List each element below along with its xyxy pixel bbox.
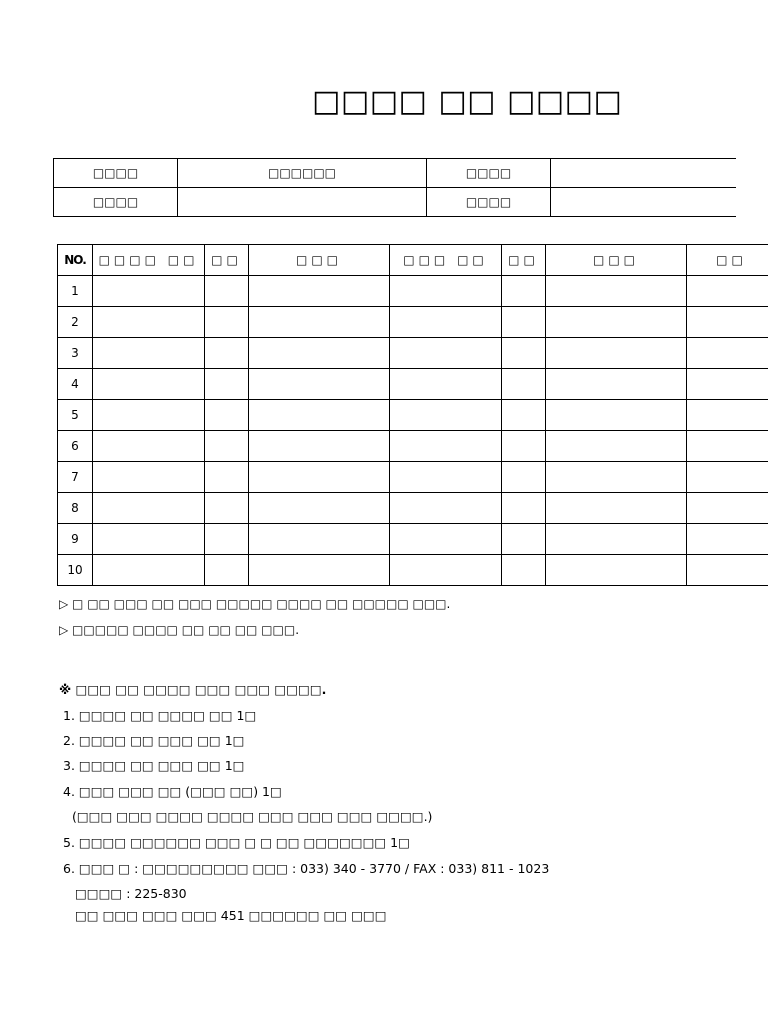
table-cell[interactable]	[205, 462, 249, 493]
row-number: 8	[58, 493, 93, 524]
table-row	[58, 431, 768, 462]
table-cell[interactable]	[205, 524, 249, 555]
table-cell[interactable]	[390, 369, 502, 400]
table-row	[58, 524, 768, 555]
table-cell[interactable]	[390, 400, 502, 431]
table-cell[interactable]	[390, 555, 502, 586]
row-number: 1	[58, 276, 93, 307]
table-cell[interactable]	[687, 493, 768, 524]
col-header: □□	[502, 245, 546, 276]
table-cell[interactable]	[390, 338, 502, 369]
col-header: □□	[687, 245, 768, 276]
requirement-item: 4. □□□ □□□ □□ (□□□ □□) 1□	[63, 784, 282, 799]
table-row	[58, 369, 768, 400]
table-cell[interactable]	[687, 338, 768, 369]
requirement-item: 6. □□□ □ : □□□□□□□□□ □□□ : 033) 340 - 3770 / FAX : 033) 811 - 1023	[63, 861, 550, 876]
table-cell[interactable]	[390, 493, 502, 524]
requirements-heading: ※ □□□ □□ □□□□ □□□ □□□ □□□□.	[59, 682, 327, 697]
requirement-item: 2. □□□□ □□ □□□ □□ 1□	[63, 733, 245, 748]
table-cell[interactable]	[546, 462, 687, 493]
table-cell[interactable]	[93, 555, 205, 586]
address: □□ □□□ □□□ □□□ 451 □□□□□□ □□ □□□	[75, 908, 387, 923]
table-cell[interactable]	[546, 369, 687, 400]
table-cell[interactable]	[687, 462, 768, 493]
table-cell[interactable]	[205, 338, 249, 369]
table-cell[interactable]	[390, 276, 502, 307]
table-cell[interactable]	[249, 431, 390, 462]
info-value[interactable]	[551, 188, 737, 217]
table-cell[interactable]	[205, 555, 249, 586]
table-cell[interactable]	[502, 276, 546, 307]
table-cell[interactable]	[687, 524, 768, 555]
row-number: 4	[58, 369, 93, 400]
row-number: 6	[58, 431, 93, 462]
table-cell[interactable]	[205, 493, 249, 524]
table-row	[58, 400, 768, 431]
table-cell[interactable]	[502, 307, 546, 338]
table-cell[interactable]	[687, 276, 768, 307]
table-cell[interactable]	[546, 276, 687, 307]
table-cell[interactable]	[205, 307, 249, 338]
page-title: □□□□ □□ □□□□	[312, 84, 623, 119]
table-cell[interactable]	[249, 276, 390, 307]
table-cell[interactable]	[93, 369, 205, 400]
table-cell[interactable]	[93, 524, 205, 555]
table-cell[interactable]	[205, 431, 249, 462]
table-cell[interactable]	[249, 524, 390, 555]
table-row	[58, 307, 768, 338]
info-label: □□□□	[427, 159, 551, 188]
table-cell[interactable]	[687, 400, 768, 431]
row-number: 5	[58, 400, 93, 431]
table-cell[interactable]	[93, 276, 205, 307]
table-row	[58, 276, 768, 307]
table-cell[interactable]	[502, 338, 546, 369]
table-row	[58, 338, 768, 369]
table-cell[interactable]	[546, 493, 687, 524]
table-cell[interactable]	[687, 431, 768, 462]
info-label: □□□□	[54, 159, 178, 188]
table-row	[58, 493, 768, 524]
table-cell[interactable]	[546, 431, 687, 462]
requirement-note: (□□□ □□□ □□□□ □□□□ □□□ □□□ □□□ □□□□.)	[72, 809, 433, 824]
col-header: □□□	[249, 245, 390, 276]
col-header: □□□	[546, 245, 687, 276]
table-cell[interactable]	[249, 400, 390, 431]
info-label: □□□□	[54, 188, 178, 217]
info-value[interactable]	[178, 188, 427, 217]
table-cell[interactable]	[502, 555, 546, 586]
table-cell[interactable]	[502, 462, 546, 493]
table-cell[interactable]	[93, 338, 205, 369]
row-number: 10	[58, 555, 93, 586]
requirement-item: 5. □□□□ □□□□□□ □□□ □ □ □□ □□□□□□□ 1□	[63, 835, 410, 850]
info-row	[54, 188, 737, 217]
row-number: 9	[58, 524, 93, 555]
table-cell[interactable]	[546, 400, 687, 431]
table-row	[58, 462, 768, 493]
info-row	[54, 159, 737, 188]
table-cell[interactable]	[93, 462, 205, 493]
info-table	[53, 158, 736, 217]
info-value[interactable]	[551, 159, 737, 188]
info-label: □□□□	[427, 188, 551, 217]
main-table	[57, 244, 768, 586]
table-cell[interactable]	[93, 307, 205, 338]
table-cell[interactable]	[249, 307, 390, 338]
row-number: 3	[58, 338, 93, 369]
table-cell[interactable]	[502, 400, 546, 431]
table-cell[interactable]	[390, 307, 502, 338]
table-cell[interactable]	[546, 524, 687, 555]
table-cell[interactable]	[390, 431, 502, 462]
table-cell[interactable]	[249, 462, 390, 493]
table-cell[interactable]	[502, 431, 546, 462]
table-cell[interactable]	[205, 400, 249, 431]
note-line: ▷ □ □□ □□□ □□ □□□ □□□□□ □□□□ □□ □□□□□ □□□.	[59, 597, 451, 611]
table-cell[interactable]	[546, 555, 687, 586]
info-value[interactable]: □□□□□□	[178, 159, 427, 188]
table-cell[interactable]	[249, 493, 390, 524]
row-number: 2	[58, 307, 93, 338]
table-cell[interactable]	[502, 493, 546, 524]
table-cell[interactable]	[546, 307, 687, 338]
table-cell[interactable]	[93, 493, 205, 524]
table-cell[interactable]	[205, 369, 249, 400]
table-cell[interactable]	[249, 338, 390, 369]
table-body	[58, 276, 768, 586]
table-cell[interactable]	[93, 400, 205, 431]
col-header: □□	[205, 245, 249, 276]
table-cell[interactable]	[93, 431, 205, 462]
table-cell[interactable]	[205, 276, 249, 307]
table-cell[interactable]	[502, 524, 546, 555]
row-number: 7	[58, 462, 93, 493]
col-header-no: NO.	[58, 245, 93, 276]
postal-code: □□□□ : 225-830	[75, 886, 187, 901]
col-header: □□□ □□	[390, 245, 502, 276]
table-row	[58, 555, 768, 586]
table-cell[interactable]	[249, 555, 390, 586]
table-cell[interactable]	[390, 462, 502, 493]
table-cell[interactable]	[687, 307, 768, 338]
header-row	[58, 245, 768, 276]
table-cell[interactable]	[249, 369, 390, 400]
table-cell[interactable]	[687, 369, 768, 400]
table-cell[interactable]	[546, 338, 687, 369]
table-cell[interactable]	[502, 369, 546, 400]
col-header: □□□□ □□	[93, 245, 205, 276]
requirement-item: 3. □□□□ □□ □□□ □□ 1□	[63, 758, 245, 773]
table-cell[interactable]	[390, 524, 502, 555]
table-cell[interactable]	[687, 555, 768, 586]
note-line: ▷ □□□□□ □□□□ □□ □□ □□ □□□.	[59, 623, 300, 637]
requirement-item: 1. □□□□ □□ □□□□ □□ 1□	[63, 708, 257, 723]
